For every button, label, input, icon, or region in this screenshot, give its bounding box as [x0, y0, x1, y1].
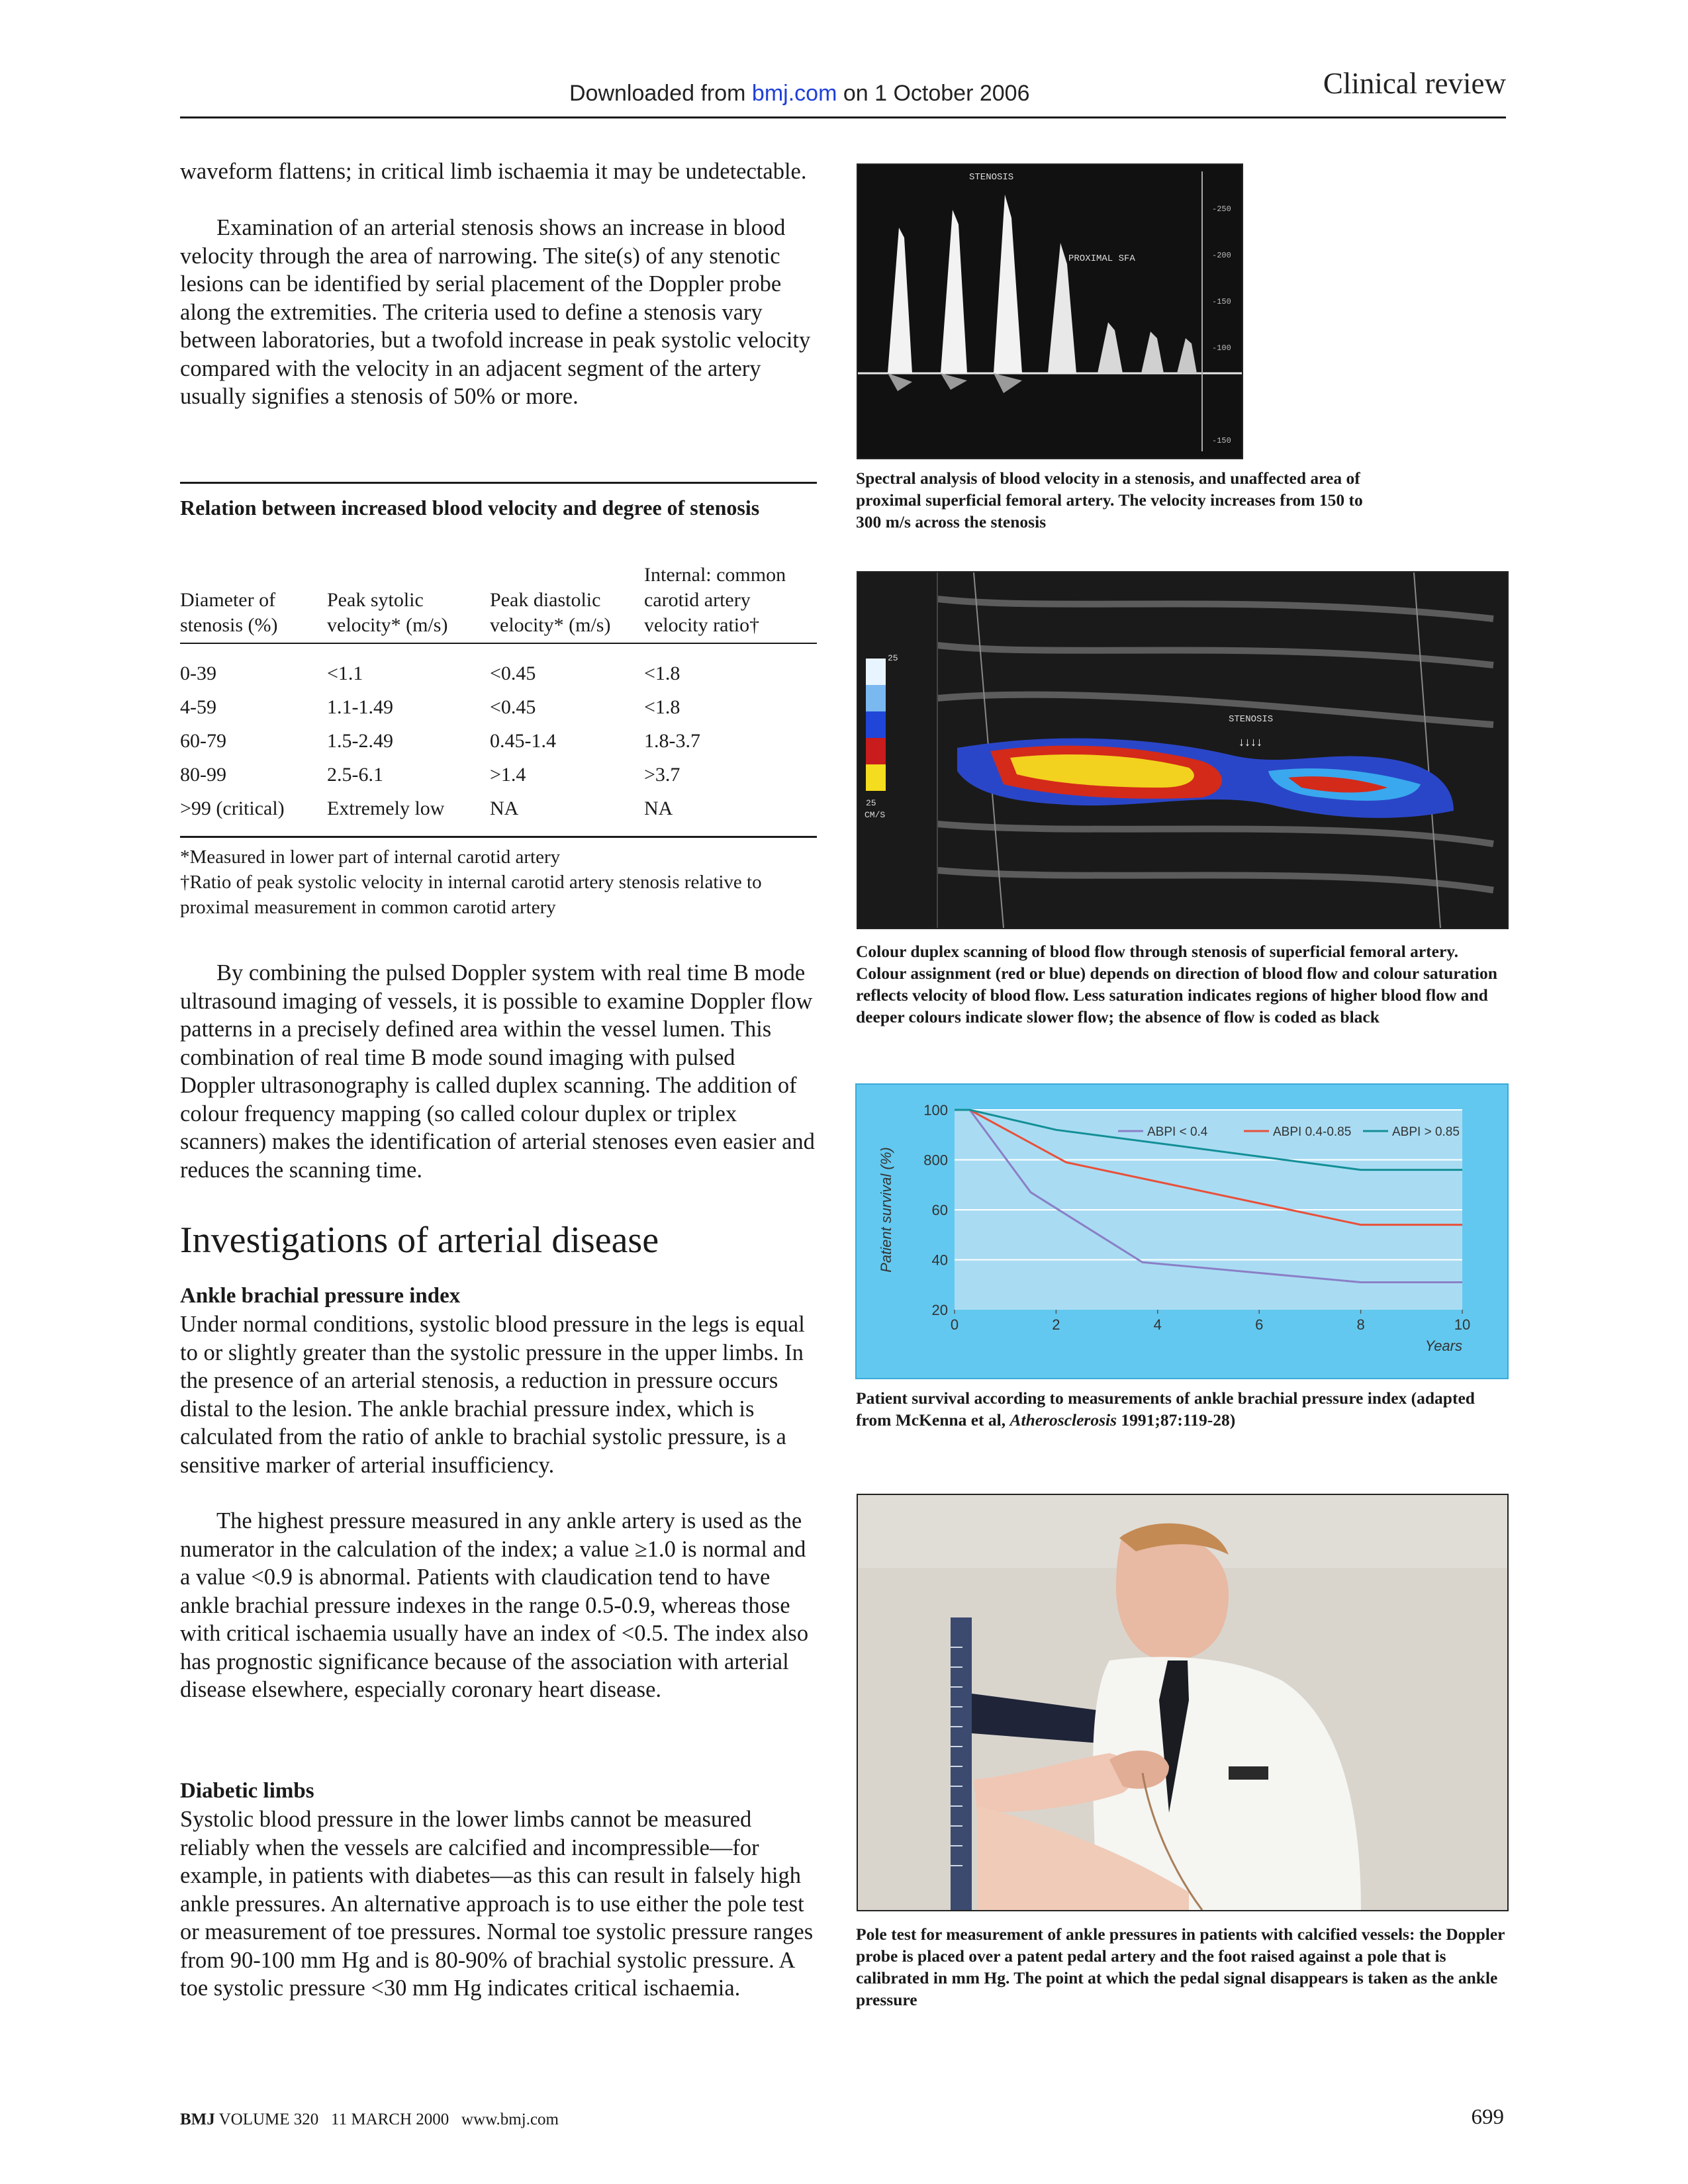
table-cell: <1.1 — [327, 662, 363, 684]
table-header-cell: Peak diastolic velocity* (m/s) — [490, 589, 611, 636]
table-cell: >3.7 — [644, 764, 680, 786]
y-tick-label: 100 — [923, 1102, 948, 1118]
svg-text:-150: -150 — [1212, 297, 1231, 306]
chart-svg — [857, 1085, 1507, 1378]
paragraph-3: By combining the pulsed Doppler system with real time B mode ultrasound imaging of vessels, it is possible to examine Doppler flow patterns in a precisely defined area within the vessel lumen. This combination of real time B mode sound imaging with pulsed Doppler ultrasonography is called duplex scanning. The addition of colour frequency mapping (so called colour duplex or triplex scanners) makes the identification of arterial stenoses even easier and reduces the scanning time. — [180, 960, 815, 1183]
y-tick-label: 800 — [923, 1152, 948, 1169]
x-tick-label: 8 — [1356, 1316, 1365, 1333]
y-axis-label: Patient survival (%) — [878, 1147, 894, 1273]
x-tick-label: 4 — [1153, 1316, 1162, 1333]
table-top-rule — [180, 482, 817, 484]
figure-1-caption: Spectral analysis of blood velocity in a stenosis, and unaffected area of proximal superficial femoral artery. The velocity increases from 150 to 300 m/s across the stenosis — [856, 469, 1363, 531]
svg-text:-150: -150 — [1212, 436, 1231, 445]
table-header-rule — [180, 643, 817, 644]
colour-duplex-figure — [857, 571, 1509, 929]
legend-label: ABPI > 0.85 — [1392, 1125, 1460, 1139]
table-bottom-rule — [180, 836, 817, 838]
x-axis-label: Years — [1425, 1338, 1462, 1354]
section-heading: Investigations of arterial disease — [180, 1220, 659, 1261]
section-title: Clinical review — [1323, 67, 1506, 100]
table-cell: 2.5-6.1 — [327, 764, 383, 786]
table-cell: <0.45 — [490, 662, 536, 684]
x-tick-label: 0 — [950, 1316, 959, 1333]
figure-4-caption: Pole test for measurement of ankle pressures in patients with calcified vessels: the Doppler probe is placed over a patent pedal artery and the foot raised against a pole that is calibrated in mm Hg. The point at which the pedal signal disappears is taken as the ankle pressure — [856, 1925, 1505, 2009]
table-footnote-1: *Measured in lower part of internal carotid artery — [180, 846, 561, 868]
y-tick-label: 60 — [931, 1202, 948, 1218]
paragraph-5: The highest pressure measured in any ankle artery is used as the numerator in the calculation of the index; a value ≥1.0 is normal and a value <0.9 is abnormal. Patients with claudication tend to have ankle brachial pressure indexes in the range 0.5-0.9, whereas those with critical ischaemia usually have an index of <0.5. The index also has prognostic significance because of the association with arterial disease elsewhere, especially coronary heart disease. — [180, 1508, 809, 1702]
svg-text:-100: -100 — [1212, 343, 1231, 353]
scale-top-label: 25 — [888, 653, 898, 663]
stenosis-arrow-label: STENOSIS — [1229, 714, 1274, 725]
y-tick-label: 20 — [931, 1302, 948, 1318]
table-cell: 0.45-1.4 — [490, 730, 556, 752]
svg-text:-200: -200 — [1212, 251, 1231, 260]
svg-text:-250: -250 — [1212, 205, 1231, 214]
proximal-sfa-label: PROXIMAL SFA — [1068, 253, 1135, 264]
table-header-cell: Peak sytolic velocity* (m/s) — [327, 589, 448, 636]
table-cell: 4-59 — [180, 696, 216, 718]
download-notice: Downloaded from bmj.com on 1 October 2006 — [569, 81, 1030, 106]
table-cell: 1.5-2.49 — [327, 730, 393, 752]
table-cell: <1.8 — [644, 662, 680, 684]
svg-text:↓↓↓↓: ↓↓↓↓ — [1239, 735, 1262, 749]
bmj-link[interactable]: bmj.com — [751, 81, 837, 106]
table-footnote-2: †Ratio of peak systolic velocity in internal carotid artery stenosis relative to proximal measurement in common carotid artery — [180, 872, 762, 918]
stenosis-label: STENOSIS — [969, 172, 1014, 183]
table-cell: 0-39 — [180, 662, 216, 684]
figure-3-caption: Patient survival according to measurements of ankle brachial pressure index (adapted from McKenna et al, Atherosclerosis 1991;87:119-28) — [856, 1388, 1475, 1430]
pole-test-photo — [857, 1494, 1509, 1911]
paragraph-6: Systolic blood pressure in the lower limbs cannot be measured reliably when the vessels are calcified and incompressible—for example, in patients with diabetes—as this can result in falsely high ankle pressures. An alternative approach is to use either the pole test or measurement of toe pressures. Normal toe systolic pressure ranges from 90-100 mm Hg and is 80-90% of brachial systolic pressure. A toe systolic pressure <30 mm Hg indicates critical ischaemia. — [180, 1807, 814, 2001]
y-tick-label: 40 — [931, 1251, 948, 1269]
table-cell: <0.45 — [490, 696, 536, 718]
header-rule — [180, 116, 1506, 118]
pole-test-image — [858, 1495, 1507, 1910]
colour-duplex-image — [858, 572, 1507, 928]
page-number: 699 — [1471, 2105, 1504, 2129]
table-cell: 60-79 — [180, 730, 226, 752]
spectral-analysis-figure — [857, 163, 1243, 459]
paragraph-2: Examination of an arterial stenosis shows an increase in blood velocity through the area of narrowing. The site(s) of any stenotic lesions can be identified by serial placement of the Doppler probe along the extremities. The criteria used to define a stenosis vary between laboratories, but a twofold increase in peak systolic velocity compared with the velocity in an adjacent segment of the artery usually signifies a stenosis of 50% or more. — [180, 215, 811, 409]
scale-bottom-label: 25 — [866, 798, 876, 808]
x-tick-label: 2 — [1052, 1316, 1060, 1333]
x-tick-label: 6 — [1255, 1316, 1264, 1333]
paragraph-4: Under normal conditions, systolic blood pressure in the legs is equal to or slightly greater than the systolic pressure in the upper limbs. In the presence of an arterial stenosis, a reduction in pressure occurs distal to the lesion. The ankle brachial pressure index, which is calculated from the ratio of ankle to brachial systolic pressure, is a sensitive marker of arterial insufficiency. — [180, 1312, 805, 1478]
table-cell: 1.1-1.49 — [327, 696, 393, 718]
table-cell: >1.4 — [490, 764, 526, 786]
x-tick-label: 10 — [1454, 1316, 1471, 1333]
abpi-survival-chart — [855, 1083, 1509, 1379]
table-cell: NA — [644, 797, 673, 819]
table-cell: 80-99 — [180, 764, 226, 786]
subheading-diabetic: Diabetic limbs — [180, 1779, 314, 1803]
footer-citation: BMJ VOLUME 320 11 MARCH 2000 www.bmj.com — [180, 2111, 559, 2128]
figure-2-caption: Colour duplex scanning of blood flow through stenosis of superficial femoral artery. Colour assignment (red or blue) depends on direction of blood flow and colour saturation reflects velocity of blood flow. Less saturation indicates regions of higher blood flow and deeper colours indicate slower flow; the absence of flow is coded as black — [856, 942, 1497, 1026]
subheading-abpi: Ankle brachial pressure index — [180, 1284, 461, 1308]
unit-label: CM/S — [865, 810, 886, 820]
legend-label: ABPI 0.4-0.85 — [1273, 1125, 1352, 1139]
table-cell: <1.8 — [644, 696, 680, 718]
legend-label: ABPI < 0.4 — [1147, 1125, 1208, 1139]
table-cell: 1.8-3.7 — [644, 730, 700, 752]
table-header-cell: Internal: common carotid artery velocity ratio† — [644, 564, 786, 636]
table-title: Relation between increased blood velocity and degree of stenosis — [180, 496, 760, 520]
table-cell: NA — [490, 797, 519, 819]
spectral-waveform-image — [858, 165, 1242, 458]
table-cell: >99 (critical) — [180, 797, 285, 819]
table-header-cell: Diameter of stenosis (%) — [180, 589, 278, 636]
table-cell: Extremely low — [327, 797, 445, 819]
paragraph-1: waveform flattens; in critical limb ischaemia it may be undetectable. — [180, 159, 807, 184]
